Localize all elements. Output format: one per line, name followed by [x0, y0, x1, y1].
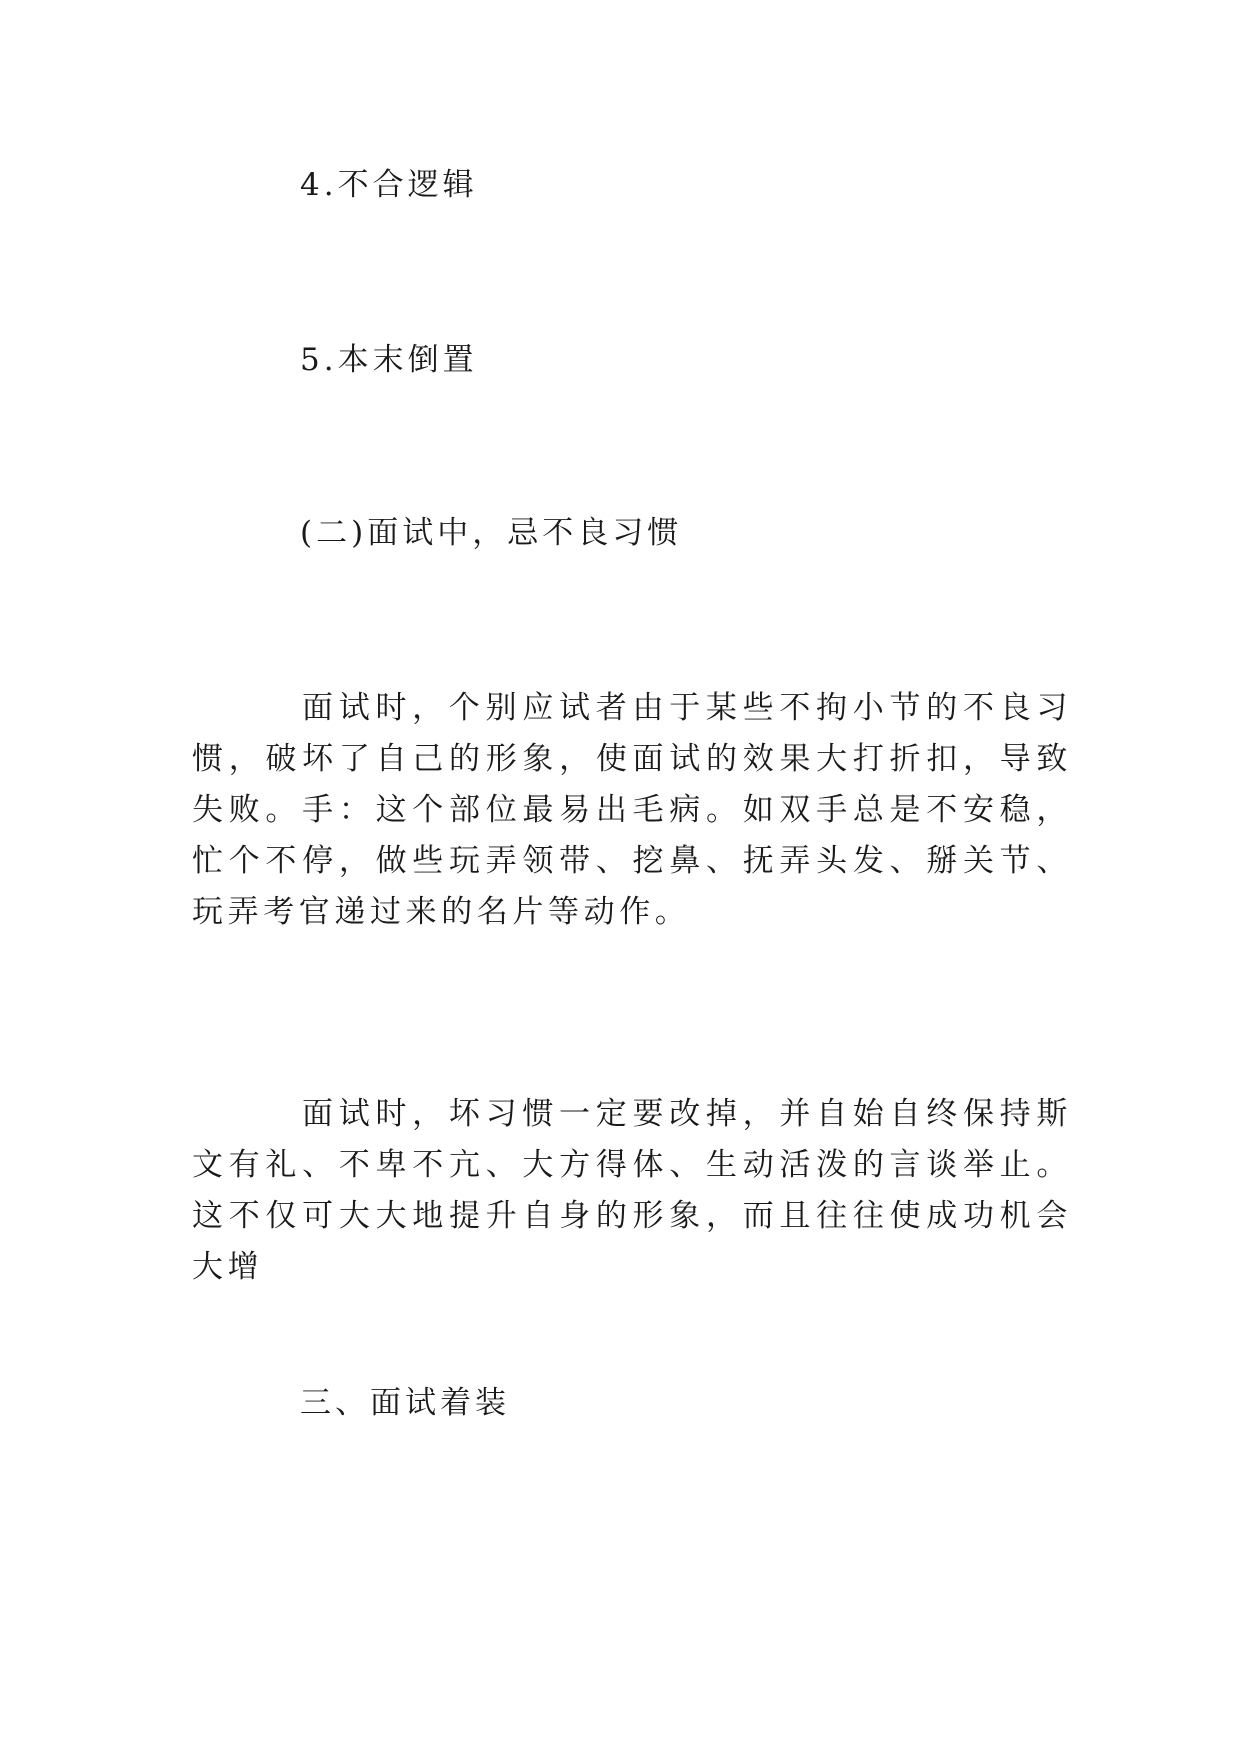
section-heading-3: 三、面试着装 — [300, 1385, 510, 1421]
section-heading-2: (二)面试中，忌不良习惯 — [300, 515, 683, 551]
paragraph-correct-habits: 面试时，坏习惯一定要改掉，并自始自终保持斯文有礼、不卑不亢、大方得体、生动活泼的言谈举止。这不仅可大大地提升自身的形象，而且往往使成功机会大增 — [192, 1096, 1072, 1285]
paragraph-bad-habits: 面试时，个别应试者由于某些不拘小节的不良习惯，破坏了自己的形象，使面试的效果大打折扣，导致失败。手：这个部位最易出毛病。如双手总是不安稳，忙个不停，做些玩弄领带、挖鼻、抚弄头发、掰关节、玩弄考官递过来的名片等动作。 — [192, 690, 1072, 930]
list-item-5: 5.本末倒置 — [300, 342, 478, 378]
list-item-4: 4.不合逻辑 — [300, 167, 478, 203]
